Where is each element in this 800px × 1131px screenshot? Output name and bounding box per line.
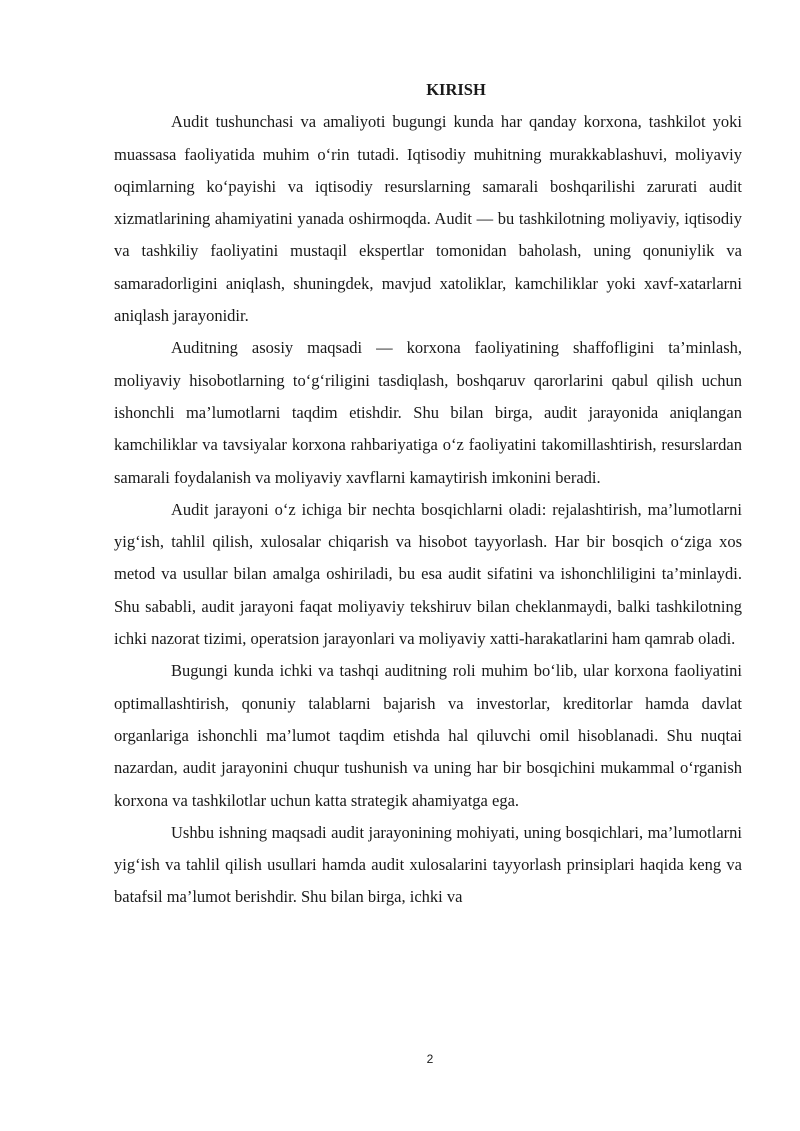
paragraph-2: Auditning asosiy maqsadi — korxona faoliyatining shaffofligini ta’minlash, moliyaviy hisobotlarning to‘g‘riligini tasdiqlash, boshqaruv qarorlarini qabul qilish uchun ishonchli ma’lumotlarni taqdim etishdir. Shu bilan birga, audit jarayonida aniqlangan kamchiliklar va tavsiyalar korxona rahbariyatiga o‘z faoliyatini takomillashtirish, resurslardan samarali foydalanish va moliyaviy xavflarni kamaytirish imkonini beradi. (114, 338, 742, 487)
paragraph-1: Audit tushunchasi va amaliyoti bugungi kunda har qanday korxona, tashkilot yoki muassasa faoliyatida muhim o‘rin tutadi. Iqtisodiy muhitning murakkablashuvi, moliyaviy oqimlarning ko‘payishi va iqtisodiy resurslarning samarali boshqarilishi zarurati audit xizmatlarining ahamiyatini yanada oshirmoqda. Audit — bu tashkilotning moliyaviy, iqtisodiy va tashkiliy faoliyatini mustaqil ekspertlar tomonidan baholash, uning qonuniylik va samaradorligini aniqlash, shuningdek, mavjud xatoliklar, kamchiliklar yoki xavf-xatarlarni aniqlash jarayonidir. (114, 112, 742, 326)
document-body (114, 74, 742, 914)
paragraph-5: Ushbu ishning maqsadi audit jarayonining mohiyati, uning bosqichlari, ma’lumotlarni yig‘ish va tahlil qilish usullari hamda audit xulosalarini tayyorlash prinsiplari haqida keng va batafsil ma’lumot berishdir. Shu bilan birga, ichki va (114, 822, 742, 907)
section-title: KIRISH (426, 80, 486, 99)
page-number: 2 (426, 1052, 434, 1066)
paragraph-4: Bugungi kunda ichki va tashqi auditning roli muhim bo‘lib, ular korxona faoliyatini optimallashtirish, qonuniy talablarni bajarish va investorlar, kreditorlar hamda davlat organlariga ishonchli ma’lumot taqdim etishda hal qiluvchi omil hisoblanadi. Shu nuqtai nazardan, audit jarayonini chuqur tushunish va uning har bir bosqichini mukammal o‘rganish korxona va tashkilotlar uchun katta strategik ahamiyatga ega. (114, 661, 742, 810)
paragraph-3: Audit jarayoni o‘z ichiga bir nechta bosqichlarni oladi: rejalashtirish, ma’lumotlarni yig‘ish, tahlil qilish, xulosalar chiqarish va hisobot tayyorlash. Har bir bosqich o‘ziga xos metod va usullar bilan amalga oshiriladi, bu esa audit sifatini va ishonchliligini ta’minlaydi. Shu sababli, audit jarayoni faqat moliyaviy tekshiruv bilan cheklanmaydi, balki tashkilotning ichki nazorat tizimi, operatsion jarayonlari va moliyaviy xatti-harakatlarini ham qamrab oladi. (114, 499, 742, 649)
